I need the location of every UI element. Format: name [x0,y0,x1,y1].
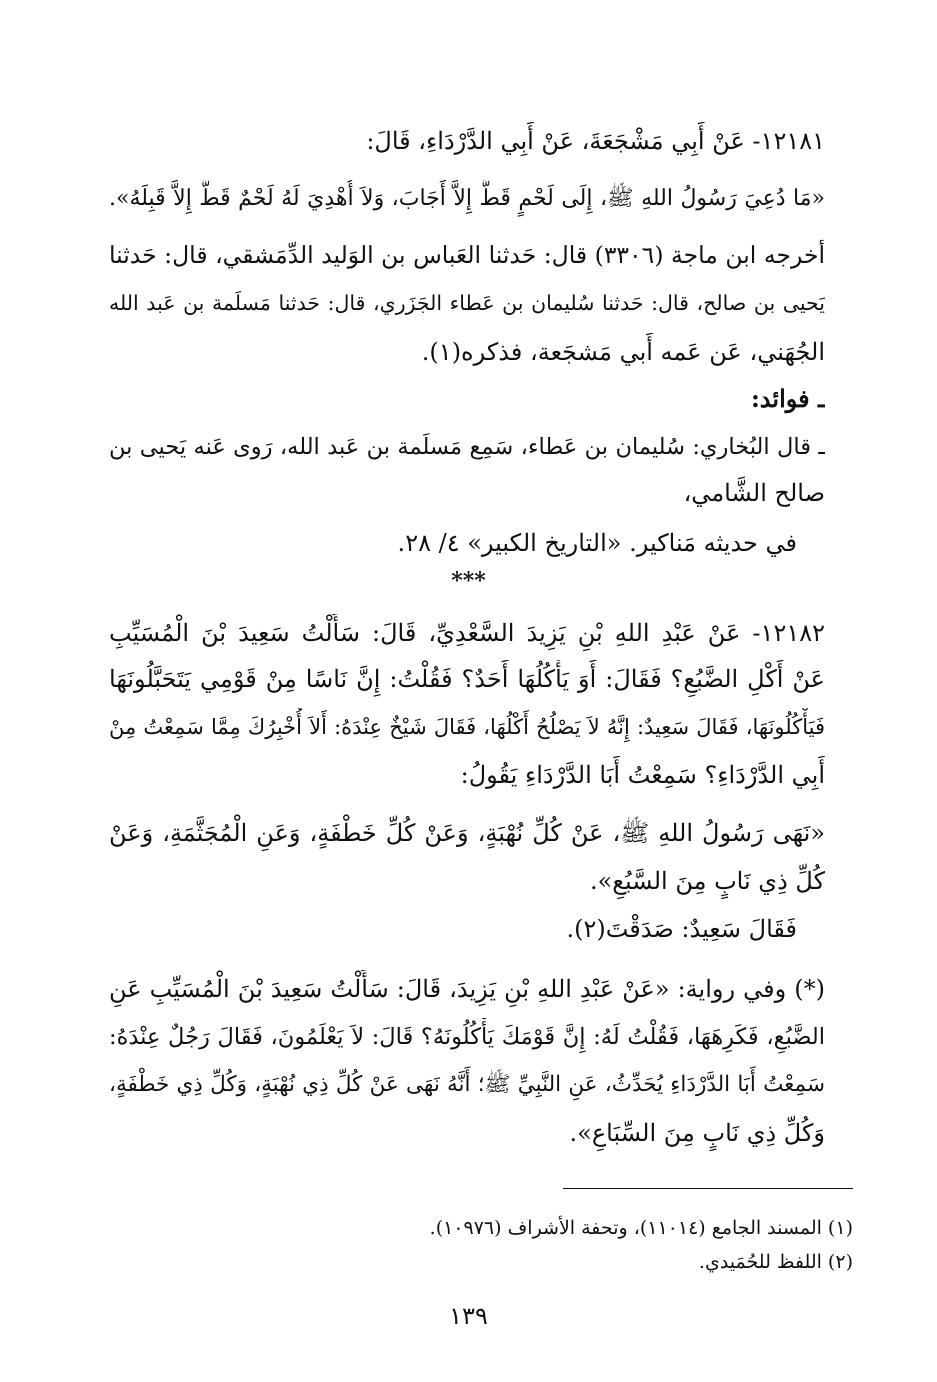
riwaya-line-2: الضَّبُعِ، فَكَرِهَهَا، فَقُلْتُ لَهُ: إِنَّ قَوْمَكَ يَأْكُلُونَهُ؟ قَالَ: لاَ يَعْلَمُونَ، فَقَالَ رَجُلٌ عِنْدَهُ: [109,1024,825,1050]
section-separator: *** [451,568,486,594]
hadith-12181-text: «مَا دُعِيَ رَسُولُ اللهِ ﷺ، إِلَى لَحْمٍ قَطُّ إِلاَّ أَجَابَ، وَلاَ أُهْدِيَ لَهُ لَحْمٌ قَطُّ إِلاَّ قَبِلَهُ». [109,186,825,211]
takhrij-line-2: يَحيى بن صالح، قال: حَدثنا سُليمان بن عَطاء الجَزَري، قال: حَدثنا مَسلَمة بن عَبد الله [109,291,825,315]
hadith-12182-matn-2: كُلِّ ذِي نَابٍ مِنَ السَّبُعِ». [589,867,825,895]
footnote-divider [563,1188,853,1189]
riwaya-line-4: وَكُلِّ ذِي نَابٍ مِنَ السِّبَاعِ». [569,1119,825,1147]
hadith-12182-matn-1: «نَهَى رَسُولُ اللهِ ﷺ، عَنْ كُلِّ نُهْبَةٍ، وَعَنْ كُلِّ خَطْفَةٍ، وَعَنِ الْمُجَثَّمَةِ، وَعَنْ [109,819,825,847]
hadith-12182-said-line: فَقَالَ سَعِيدٌ: صَدَقْتَ(٢). [566,915,797,943]
takhrij-line-1: أخرجه ابن ماجة (٣٣٠٦) قال: حَدثنا العَباس بن الوَليد الدِّمَشقي، قال: حَدثنا [109,241,825,269]
riwaya-line-3: سَمِعْتُ أَبَا الدَّرْدَاءِ يُحَدِّثُ، عَنِ النَّبِيِّ ﷺ؛ أَنَّهُ نَهَى عَنْ كُلِّ ذِي نُهْبَةٍ، وَكُلِّ ذِي خَطْفَةٍ، [109,1072,825,1097]
fawaid-line-3: في حديثه مَناكير. «التاريخ الكبير» ٤/ ٢٨. [397,529,797,557]
takhrij-line-3: الجُهَني، عَن عَمه أَبي مَشجَعة، فذكره(١). [421,338,825,366]
hadith-12182-line-4: أَبِي الدَّرْدَاءِ؟ سَمِعْتُ أَبَا الدَّرْدَاءِ يَقُولُ: [460,761,825,789]
fawaid-line-1: ـ قال البُخاري: سُليمان بن عَطاء، سَمِع مَسلَمة بن عَبد الله، رَوى عَنه يَحيى بن [109,434,825,460]
hadith-12181-header: ١٢١٨١- عَنْ أَبِي مَشْجَعَةَ، عَنْ أَبِي الدَّرْدَاءِ، قَالَ: [366,127,825,155]
hadith-12182-line-2: عَنْ أَكْلِ الضَّبُعِ؟ فَقَالَ: أَوَ يَأْكُلُهَا أَحَدٌ؟ فَقُلْتُ: إِنَّ نَاسًا مِنْ قَوْمِي يَتَحَبَّلُونَهَا [109,665,825,693]
page-number: ١٣٩ [449,1302,488,1330]
footnote-1: (١) المسند الجامع (١١٠١٤)، وتحفة الأشراف (١٠٩٧٦). [429,1217,853,1239]
fawaid-heading: ـ فوائد: [750,384,825,413]
hadith-12182-line-3: فَيَأْكُلُونَهَا، فَقَالَ سَعِيدٌ: إِنَّهُ لاَ يَصْلُحُ أَكْلُهَا، فَقَالَ شَيْخٌ عِنْدَهُ: أَلاَ أُخْبِرُكَ مِمَّا سَمِعْتُ مِنْ [109,715,825,739]
footnote-2: (٢) اللفظ للحُمَيدي. [698,1251,853,1273]
riwaya-line-1: (*) وفي رواية: «عَنْ عَبْدِ اللهِ بْنِ يَزِيدَ، قَالَ: سَأَلْتُ سَعِيدَ بْنَ الْمُسَيِّبِ عَنِ [109,975,825,1003]
fawaid-line-2: صالح الشَّامي، [683,479,825,507]
hadith-12182-header: ١٢١٨٢- عَنْ عَبْدِ اللهِ بْنِ يَزِيدَ السَّعْدِيِّ، قَالَ: سَأَلْتُ سَعِيدَ بْنَ الْمُسَيِّبِ [109,619,825,647]
